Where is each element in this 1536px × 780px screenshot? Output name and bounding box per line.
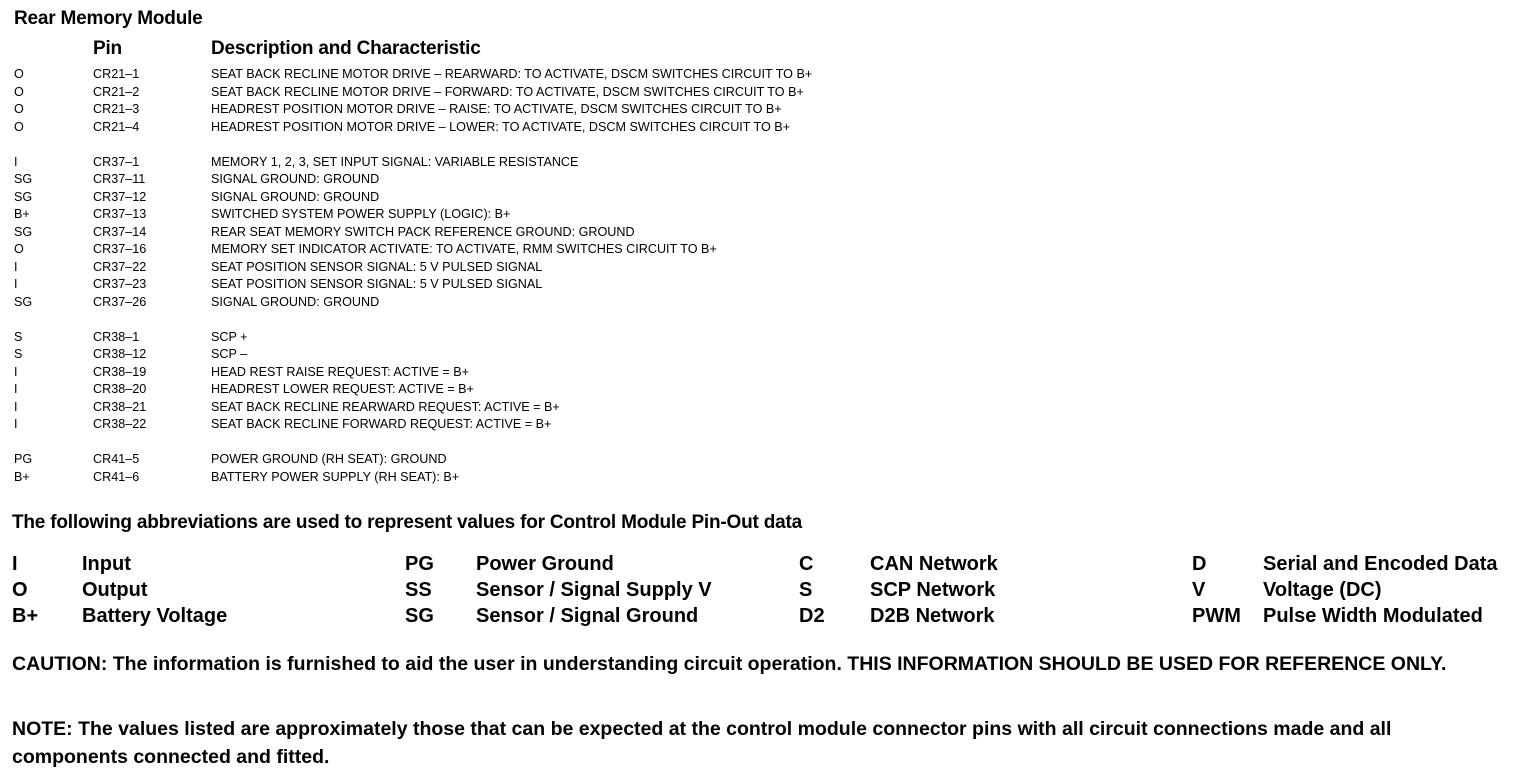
pin-type: I — [14, 277, 18, 291]
abbreviation-meaning: SCP Network — [870, 579, 996, 601]
pin-description: SCP + — [211, 329, 248, 344]
pin-row — [0, 294, 1200, 312]
pin-row — [0, 241, 1200, 259]
pin-description: SCP – — [211, 347, 248, 361]
pin-row — [0, 469, 1200, 487]
pin-row — [0, 329, 1200, 347]
pin-description: REAR SEAT MEMORY SWITCH PACK REFERENCE GROUND: GROUND — [211, 224, 635, 239]
pin-type: S — [14, 347, 23, 361]
pin-row — [0, 259, 1200, 277]
caution-text: CAUTION: The information is furnished to aid the user in understanding circuit operation. THIS INFORMATION SHOULD BE USED FOR REFERENCE ONLY. — [12, 653, 1447, 675]
pin-type: I — [14, 382, 18, 396]
pin-type: O — [14, 84, 24, 99]
pin-row — [0, 171, 1200, 189]
pin-type: I — [14, 417, 18, 431]
pin-id: CR37–22 — [93, 259, 147, 274]
pin-description: BATTERY POWER SUPPLY (RH SEAT): B+ — [211, 469, 460, 484]
description-column-header: Description and Characteristic — [211, 38, 481, 59]
pin-description: HEADREST POSITION MOTOR DRIVE – LOWER: TO ACTIVATE, DSCM SWITCHES CIRCUIT TO B+ — [211, 119, 791, 134]
abbreviation-code: O — [12, 579, 28, 601]
pin-type: I — [14, 259, 18, 274]
pin-id: CR21–1 — [93, 67, 140, 81]
pin-description: HEADREST POSITION MOTOR DRIVE – RAISE: TO ACTIVATE, DSCM SWITCHES CIRCUIT TO B+ — [211, 102, 782, 116]
abbreviation-code: S — [799, 579, 813, 601]
note-text: NOTE: The values listed are approximately those that can be expected at the control module connector pins with all circuit connections made and all components connected and fitted. — [12, 718, 1392, 768]
pin-type: SG — [14, 189, 33, 204]
abbreviation-meaning: Output — [82, 579, 148, 601]
abbreviation-code: I — [12, 553, 18, 575]
pin-id: CR38–19 — [93, 364, 147, 379]
pin-id: CR38–21 — [93, 399, 147, 414]
abbreviation-code: D — [1192, 553, 1207, 575]
pin-table — [0, 66, 1200, 486]
abbreviation-code: B+ — [12, 605, 39, 627]
abbreviation-row — [0, 577, 1536, 603]
pin-id: CR37–12 — [93, 189, 147, 204]
abbreviation-row — [0, 551, 1536, 577]
pin-id: CR21–2 — [93, 84, 140, 99]
pin-type: O — [14, 242, 24, 256]
abbreviation-meaning: Sensor / Signal Ground — [476, 605, 699, 627]
pin-type: SG — [14, 172, 33, 186]
abbreviation-code: D2 — [799, 605, 825, 627]
pin-row — [0, 399, 1200, 417]
pin-id: CR37–1 — [93, 154, 140, 169]
module-title: Rear Memory Module — [14, 8, 203, 29]
pin-row — [0, 206, 1200, 224]
pin-id: CR37–16 — [93, 242, 147, 256]
pin-description: SEAT POSITION SENSOR SIGNAL: 5 V PULSED SIGNAL — [211, 259, 543, 274]
abbreviations-title: The following abbreviations are used to represent values for Control Module Pin-Out data — [12, 512, 803, 533]
pin-row — [0, 224, 1200, 242]
pin-type: B+ — [14, 207, 30, 221]
abbreviations-legend — [0, 551, 1536, 629]
pin-column-header: Pin — [93, 38, 122, 59]
pin-type: O — [14, 67, 24, 81]
pin-row — [0, 346, 1200, 364]
pin-description: MEMORY 1, 2, 3, SET INPUT SIGNAL: VARIABLE RESISTANCE — [211, 154, 579, 169]
abbreviation-meaning: Serial and Encoded Data — [1263, 553, 1498, 575]
pin-type: S — [14, 329, 23, 344]
pin-row — [0, 416, 1200, 434]
abbreviation-row — [0, 603, 1536, 629]
pin-type: SG — [14, 294, 33, 309]
pin-type: SG — [14, 224, 33, 239]
pin-type: I — [14, 399, 18, 414]
pin-id: CR38–20 — [93, 382, 147, 396]
abbreviation-meaning: Voltage (DC) — [1263, 579, 1382, 601]
pin-id: CR37–13 — [93, 207, 147, 221]
pin-id: CR21–3 — [93, 102, 140, 116]
pin-description: SEAT POSITION SENSOR SIGNAL: 5 V PULSED SIGNAL — [211, 277, 543, 291]
pin-description: MEMORY SET INDICATOR ACTIVATE: TO ACTIVATE, RMM SWITCHES CIRCUIT TO B+ — [211, 242, 717, 256]
pin-description: SIGNAL GROUND: GROUND — [211, 172, 380, 186]
abbreviation-code: SG — [405, 605, 434, 627]
pin-description: SWITCHED SYSTEM POWER SUPPLY (LOGIC): B+ — [211, 207, 511, 221]
pin-type: I — [14, 364, 18, 379]
pin-description: HEAD REST RAISE REQUEST: ACTIVE = B+ — [211, 364, 470, 379]
abbreviation-meaning: Pulse Width Modulated — [1263, 605, 1483, 627]
pin-row — [0, 84, 1200, 102]
abbreviation-code: C — [799, 553, 814, 575]
pin-id: CR21–4 — [93, 119, 140, 134]
abbreviation-meaning: D2B Network — [870, 605, 995, 627]
pin-id: CR37–14 — [93, 224, 147, 239]
abbreviation-code: V — [1192, 579, 1206, 601]
abbreviation-code: PG — [405, 553, 434, 575]
pin-row — [0, 276, 1200, 294]
pin-row — [0, 101, 1200, 119]
abbreviation-meaning: Battery Voltage — [82, 605, 228, 627]
pin-id: CR37–26 — [93, 294, 147, 309]
abbreviation-meaning: Sensor / Signal Supply V — [476, 579, 712, 601]
pin-row — [0, 154, 1200, 172]
pin-id: CR41–6 — [93, 469, 140, 484]
pin-id: CR41–5 — [93, 452, 140, 466]
pin-type: I — [14, 154, 18, 169]
pin-row — [0, 66, 1200, 84]
pin-id: CR38–1 — [93, 329, 140, 344]
abbreviation-meaning: Input — [82, 553, 131, 575]
abbreviation-meaning: Power Ground — [476, 553, 614, 575]
pin-type: O — [14, 102, 24, 116]
abbreviation-code: PWM — [1192, 605, 1241, 627]
pin-id: CR37–11 — [93, 172, 146, 186]
pin-id: CR38–22 — [93, 417, 147, 431]
pin-type: PG — [14, 452, 33, 466]
pin-description: SIGNAL GROUND: GROUND — [211, 189, 380, 204]
pin-description: SIGNAL GROUND: GROUND — [211, 294, 380, 309]
pin-row — [0, 364, 1200, 382]
pin-type: B+ — [14, 469, 30, 484]
pin-row — [0, 451, 1200, 469]
pin-description: SEAT BACK RECLINE MOTOR DRIVE – REARWARD: TO ACTIVATE, DSCM SWITCHES CIRCUIT TO B+ — [211, 67, 813, 81]
pin-type: O — [14, 119, 24, 134]
pin-description: POWER GROUND (RH SEAT): GROUND — [211, 452, 447, 466]
pin-row — [0, 189, 1200, 207]
pin-row — [0, 381, 1200, 399]
pin-id: CR37–23 — [93, 277, 147, 291]
pin-row — [0, 119, 1200, 137]
pin-description: SEAT BACK RECLINE FORWARD REQUEST: ACTIVE = B+ — [211, 417, 552, 431]
pin-id: CR38–12 — [93, 347, 147, 361]
abbreviation-meaning: CAN Network — [870, 553, 998, 575]
pin-description: SEAT BACK RECLINE MOTOR DRIVE – FORWARD: TO ACTIVATE, DSCM SWITCHES CIRCUIT TO B+ — [211, 84, 804, 99]
pin-description: HEADREST LOWER REQUEST: ACTIVE = B+ — [211, 382, 474, 396]
abbreviation-code: SS — [405, 579, 432, 601]
pin-description: SEAT BACK RECLINE REARWARD REQUEST: ACTIVE = B+ — [211, 399, 560, 414]
